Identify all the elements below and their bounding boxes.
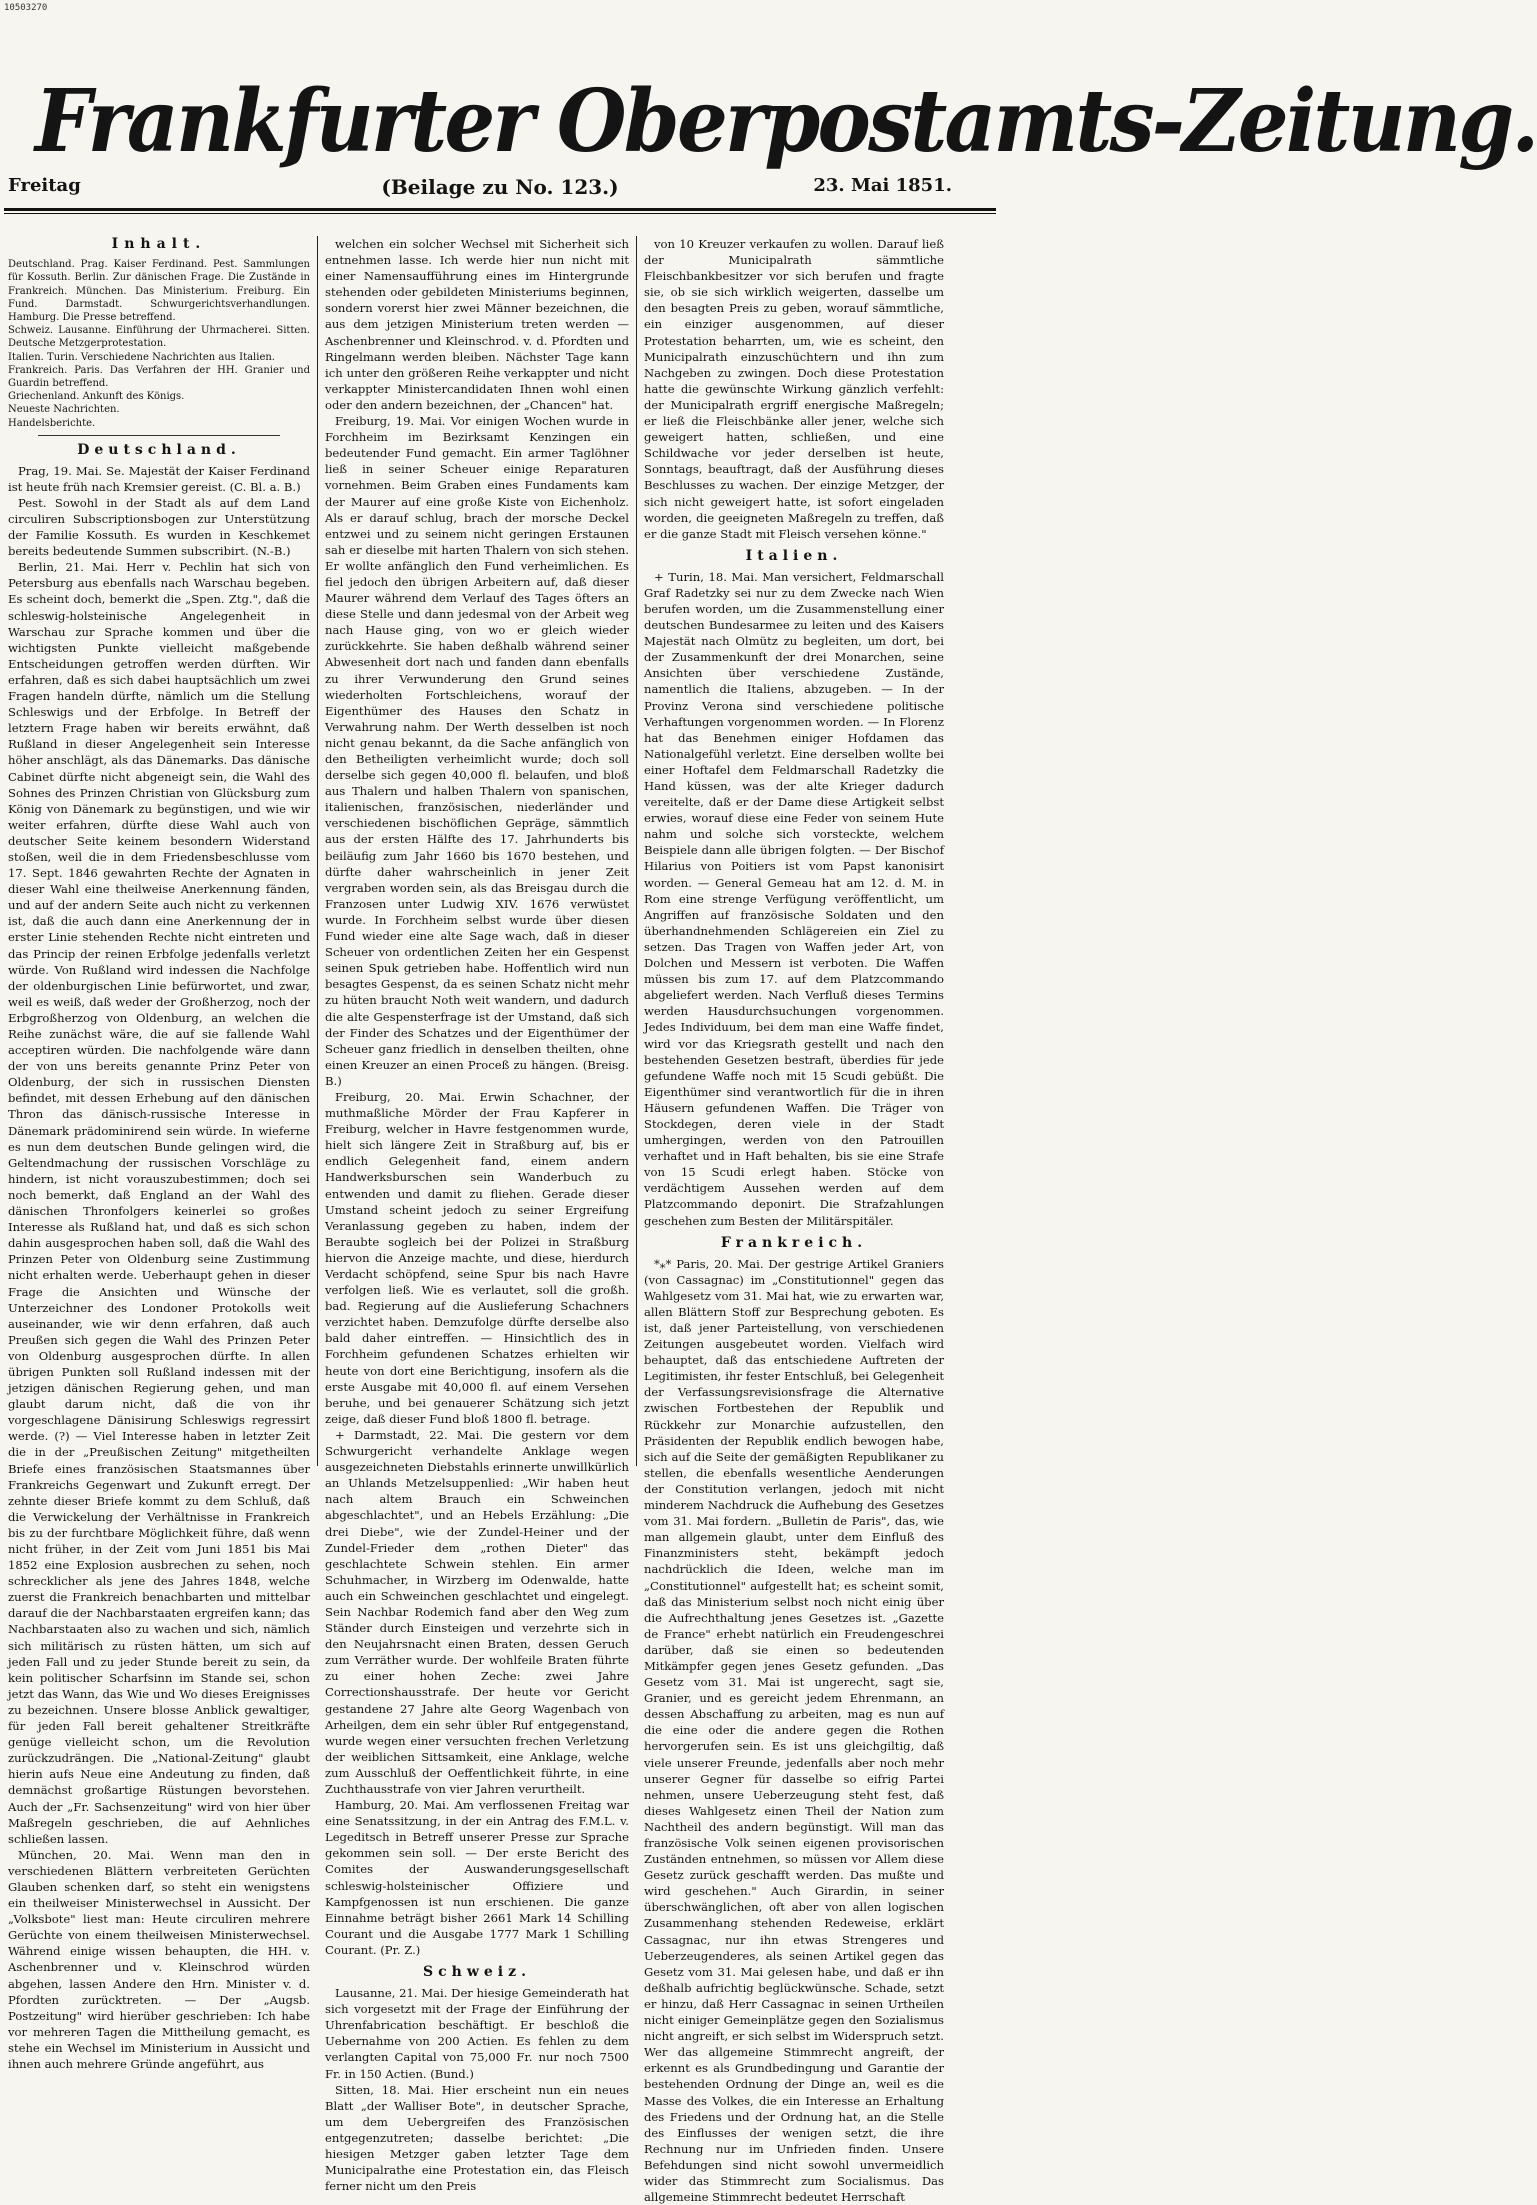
article-paragraph: + Turin, 18. Mai. Man versichert, Feldmarschall Graf Radetzky sei nur zu dem Zwecke nach Wien berufen worden, um die Zusammenstellung einer deutschen Bundesarmee zu leiten und des Kaisers Majestät nach Olmütz zu begleiten, um dort, bei der Zusammenkunft der drei Monarchen, seine Ansichten über verschiedene Zustände, namentlich die Italiens, abzugeben. — In der Provinz Verona sind verschiedene politische Verhaftungen vorgenommen worden. — In Florenz hat das Benehmen einiger Hofdamen das Nationalgefühl verletzt. Eine derselben wollte bei einer Hoftafel dem Feldmarschall Radetzky die Hand küssen, was der alte Krieger dadurch vereitelte, daß er der Dame diese Artigkeit selbst erwies, worauf diese eine Feder von seinem Hute nahm und solche sich vorsteckte, welchem Beispiele dann alle übrigen folgten. — Der Bischof Hilarius von Poitiers ist vom Papst kanonisirt worden. — General Gemeau hat am 12. d. M. in Rom eine strenge Verfügung veröffentlicht, um Angriffen auf französische Soldaten und den überhandnehmenden Schlägereien ein Ziel zu setzen. Das Tragen von Waffen jeder Art, von Dolchen und Messern ist verboten. Die Waffen müssen bis zum 17. auf dem Platzcommando abgeliefert werden. Nach Verfluß dieses Termins werden Hausdurchsuchungen vorgenommen. Jedes Individuum, bei dem man eine Waffe findet, wird vor das Kriegsrath gestellt und nach den bestehenden Gesetzen bestraft, überdies für jede gefundene Waffe noch mit 15 Scudi gebüßt. Die Eigenthümer sind verantwortlich für die in ihren Häusern gefundenen Waffen. Die Träger von Stockdegen, deren viele in der Stadt umhergingen, werden von den Patrouillen verhaftet und in Haft behalten, bis sie eine Strafe von 15 Scudi erlegt haben. Stöcke von verdächtigem Aussehen werden auf dem Platzcommando deponirt. Die Strafzahlungen geschehen zum Besten der Militärspitäler. [644, 569, 944, 1228]
article-body [644, 569, 944, 1229]
article-body [644, 236, 944, 542]
header-rule-thin [4, 213, 996, 214]
section-heading-frankreich: Frankreich. [720, 1234, 868, 1251]
column-1 [8, 236, 310, 2072]
article-paragraph: Hamburg, 20. Mai. Am verflossenen Freitag war eine Senatssitzung, in der ein Antrag des F.M.L. v. Legeditsch in Betreff unserer Presse zur Sprache gekommen sein soll. — Der erste Bericht des Comites der Auswanderungsgesellschaft schleswig-holsteinischer Offiziere und Kampfgenossen ist nun erschienen. Die ganze Einnahme beträgt bisher 2661 Mark 14 Schilling Courant und die Ausgabe 1777 Mark 1 Schilling Courant. (Pr. Z.) [325, 1798, 629, 1957]
article-body [325, 1985, 629, 2194]
article-paragraph: Lausanne, 21. Mai. Der hiesige Gemeinderath hat sich vorgesetzt mit der Frage der Einführung der Uhrenfabrication beschäftigt. Er beschloß die Uebernahme von 200 Actien. Es fehlen zu dem verlangten Capital von 75,000 Fr. nur noch 7500 Fr. in 150 Actien. (Bund.) [325, 1986, 629, 2081]
section-heading-deutschland: Deutschland. [77, 441, 241, 458]
article-paragraph: München, 20. Mai. Wenn man den in verschiedenen Blättern verbreiteten Gerüchten Glauben schenken darf, so steht ein wenigstens ein theilweiser Ministerwechsel in Aussicht. Der „Volksbote" liest man: Heute circuliren mehrere Gerüchte von einem theilweisen Ministerwechsel. Während einige wissen behaupten, die HH. v. Aschenbrenner und v. Kleinschrod würden abgehen, lassen Andere den Hrn. Minister v. d. Pfordten zurücktreten. — Der „Augsb. Postzeitung" wird hierüber geschrieben: Ich habe vor mehreren Tagen die Mittheilung gemacht, es stehe ein Wechsel im Ministerium in Aussicht und ihnen auch mehrere Gründe angeführt, aus [8, 1847, 310, 2072]
toc-item: Griechenland. Ankunft des Königs. [8, 391, 185, 403]
toc-list [8, 258, 310, 430]
column-divider [317, 236, 318, 1466]
article-paragraph: *⁎* Paris, 20. Mai. Der gestrige Artikel Graniers (von Cassagnac) im „Constitutionnel" gegen das Wahlgesetz vom 31. Mai hat, wie zu erwarten war, allen Blättern Stoff zur Besprechung geboten. Es ist, daß jener Parteistellung, von verschiedenen Zeitungen ausgebeutet worden. Vielfach wird behauptet, daß das entschiedene Auftreten der Legitimisten, ihr fester Entschluß, bei Gelegenheit der Verfassungsrevisionsfrage die Alternative zwischen Fortbestehen der Republik und Rückkehr zur Monarchie aufzustellen, den Präsidenten der Republik endlich bewogen habe, sich auf die Seite der gemäßigten Republikaner zu stellen, die ebenfalls wesentliche Aenderungen der Constitution verlangen, jedoch mit nicht minderem Nachdruck die Aufhebung des Gesetzes vom 31. Mai fordern. „Bulletin de Paris", das, wie man allgemein glaubt, unter dem Einfluß des Finanzministers steht, bekämpft jedoch nachdrücklich die Ideen, welche man im „Constitutionnel" aufgestellt hat; es scheint somit, daß das Ministerium selbst noch nicht einig über die Aufrechthaltung jenes Gesetzes ist. „Gazette de France" erhebt natürlich ein Freudengeschrei darüber, daß sie einen so bedeutenden Mitkämpfer gegen jenes Gesetz gefunden. „Das Gesetz vom 31. Mai ist ungerecht, sagt sie, Granier, und es gereicht jedem Ehrenmann, an dessen Abschaffung zu arbeiten, mag es nun auf die eine oder die andere gegen die Rothen hervorgerufen sein. Es ist uns gleichgiltig, daß viele unserer Freunde, jedenfalls aber noch mehr unserer Gegner für dasselbe so eifrig Partei nehmen, unsere Ueberzeugung steht fest, daß dieses Wahlgesetz einen Theil der Nation zum Nachtheil des andern begünstigt. Will man das französische Volk seinen eigenen provisorischen Zuständen entnehmen, so müssen vor Allem diese Gesetz zurück geschafft werden. Das mußte und wird geschehen." Auch Girardin, in seiner überschwänglichen, oft aber von allen logischen Zusammenhang stehenden Redeweise, erklärt Cassagnac, nur ihn etwas Strengeres und Ueberzeugenderes, als seinen Artikel gegen das Gesetz vom 31. Mai gelesen habe, und daß er ihn deßhalb aufrichtig beglückwünsche. Schade, setzt er hinzu, daß Herr Cassagnac in seinen Urtheilen nicht einiger Gemeinplätze gegen den Sozialismus nicht angreift, er sich selbst im Widerspruch setzt. Wer das allgemeine Stimmrecht angreift, der erkennt es als Grundbedingung und Garantie der bestehenden Ordnung der Dinge an, weil es die Masse des Volkes, die ein Interesse an Erhaltung des Friedens und der Ordnung hat, an die Stelle des Einflusses der wenigen setzt, die ihre Rechnung nur im Unfrieden finden. Unsere Befehdungen sind nicht sowohl unvermeidlich wider das Stimmrecht zum Socialismus. Das allgemeine Stimmrecht bedeutet Herrschaft [644, 1256, 944, 2205]
toc-item: Schweiz. Lausanne. Einführung der Uhrmacherei. Sitten. Deutsche Metzgerprotestation. [8, 325, 310, 350]
dateline [0, 175, 1000, 205]
column-3 [644, 236, 944, 2205]
article-paragraph: von 10 Kreuzer verkaufen zu wollen. Darauf ließ der Municipalrath sämmtliche Fleischbankbesitzer vor sich berufen und fragte sie, ob sie sich wirklich weigerten, dasselbe um den besagten Preis zu geben, worauf sämmtliche, ein einziger ausgenommen, auf dieser Protestation beharrten, um, wie es scheint, den Municipalrath einzuschüchtern und ihn zum Nachgeben zu zwingen. Doch diese Protestation hatte die gewünschte Wirkung gänzlich verfehlt: der Municipalrath ergriff energische Maßregeln; er ließ die Fleischbänke aller jener, welche sich geweigert hatten, schließen, und eine Schildwache vor jeder derselben ist heute, Sonntags, beauftragt, daß der Ausführung dieses Beschlusses zu wachen. Der einzige Metzger, der sich nicht geweigert hatte, ist sofort eingeladen worden, die geeigneten Maßregeln zu treffen, daß er die ganze Stadt mit Fleisch versehen könne." [644, 237, 944, 541]
column-2 [325, 236, 629, 2194]
toc-item: Frankreich. Paris. Das Verfahren der HH. Granier und Guardin betreffend. [8, 364, 310, 389]
article-paragraph: Berlin, 21. Mai. Herr v. Pechlin hat sich von Petersburg aus ebenfalls nach Warschau begeben. Es scheint doch, bemerkt die „Spen. Ztg.", daß die schleswig-holsteinische Angelegenheit in Warschau zur Sprache kommen und über die wichtigsten Punkte vielleicht maßgebende Entscheidungen getroffen werden dürften. Wir erfahren, daß es sich dabei hauptsächlich um zwei Fragen handeln dürfte, nämlich um die Stellung Schleswigs und der Erbfolge. In Betreff der letztern Frage haben wir bereits erwähnt, daß Rußland in dieser Angelegenheit sein Interesse höher anschlägt, als das Dänemarks. Das dänische Cabinet dürfte nicht abgeneigt sein, die Wahl des Sohnes des Prinzen Christian von Glücksburg zum König von Dänemark zu begünstigen, und wie wir weiter erfahren, dürfte diese Wahl auch von deutscher Seite keinem besondern Widerstand stoßen, weil die in dem Friedensbeschlusse vom 17. Sept. 1846 gewahrten Rechte der Agnaten in dieser Wahl eine theilweise Anerkennung fänden, und auf der andern Seite auch nicht zu verkennen ist, daß die auch dann eine Anerkennung der in erster Linie stehenden Rechte nicht eintreten und das Princip der reinen Erbfolge jedenfalls verletzt würde. Von Rußland wird indessen die Nachfolge der oldenburgischen Linie befürwortet, und zwar, weil es weiß, daß weder der Großherzog, noch der Erbgroßherzog von Oldenburg, an welchen die Reihe zunächst wäre, die auf sie fallende Wahl acceptiren würden. Die nachfolgende wäre dann der von uns bereits genannte Prinz Peter von Oldenburg, der sich in russischen Diensten befindet, mit dessen Erhebung auf den dänischen Thron das dänisch-russische Interesse in Dänemark prädominirend sein würde. In wieferne es nun dem deutschen Bunde gelingen wird, die Geltendmachung der russischen Vorschläge zu hindern, ist nicht vorauszubestimmen; doch sei noch bemerkt, daß England an der Wahl des dänischen Thronfolgers keinerlei so großes Interesse als Rußland hat, und daß es sich schon dahin ausgesprochen haben soll, daß die Wahl des Prinzen Peter von Oldenburg seine Zustimmung nicht erhalten werde. Ueberhaupt gehen in dieser Frage die Ansichten und Wünsche der Unterzeichner des Londoner Protokolls weit auseinander, wie wir denn erfahren, daß auch Preußen sich gegen die Wahl des Prinzen Peter von Oldenburg ausgesprochen dürfte. In allen übrigen Punkten soll Rußland indessen mit der jetzigen dänischen Regierung gehen, und man glaubt darum nicht, daß die von ihr vorgeschlagene Dänisirung Schleswigs regressirt werde. (?) — Viel Interesse haben in letzter Zeit die in der „Preußischen Zeitung" mitgetheilten Briefe eines französischen Staatsmannes über Frankreichs Gegenwart und Zukunft erregt. Der zehnte dieser Briefe kommt zu dem Schluß, daß die Verwickelung der Verhältnisse in Frankreich bis zu der furchtbare Möglichkeit führe, daß wenn nicht früher, in der Zeit vom Juni 1851 bis Mai 1852 eine Explosion ausbrechen zu sehen, noch schrecklicher als jene des Jahres 1848, welche zuerst die Frankreich benachbarten und mittelbar darauf die der Nachbarstaaten ergreifen kann; das Nachbarstaaten also zu wachen und sich, nämlich sich militärisch zu rüsten hätten, um sich auf jeden Fall und zu jeder Stunde bereit zu sein, da kein politischer Scharfsinn im Stande sei, schon jetzt das Wann, das Wie und Wo dieses Ereignisses zu bezeichnen. Unsere blosse Anblick gewaltiger, für jeden Fall bereit gehaltener Streitkräfte genüge vielleicht schon, um die Revolution zurückzudrängen. Die „National-Zeitung" glaubt hierin aufs Neue eine Andeutung zu finden, daß demnächst großartige Rüstungen bevorstehen. Auch der „Fr. Sachsenzeitung" wird von hier über Maßregeln geschrieben, die auf Aehnliches schließen lassen. [8, 560, 310, 1846]
column-divider [636, 236, 637, 1466]
toc-item: Neueste Nachrichten. [8, 404, 120, 416]
article-paragraph: Freiburg, 20. Mai. Erwin Schachner, der muthmaßliche Mörder der Frau Kapferer in Freiburg, welcher in Havre festgenommen wurde, hielt sich längere Zeit in Straßburg auf, bis er endlich Gelegenheit fand, einem andern Handwerksburschen sein Wanderbuch zu entwenden und damit zu fliehen. Gerade dieser Umstand scheint jedoch zu seiner Ergreifung Veranlassung gegeben zu haben, indem der Beraubte sogleich bei der Polizei in Straßburg hiervon die Anzeige machte, und diese, hierdurch Verdacht schöpfend, seine Spur bis nach Havre verfolgen ließ. Wie es verlautet, soll die großh. bad. Regierung auf die Auslieferung Schachners verzichtet haben. Demzufolge dürfte derselbe also bald daher eintreffen. — Hinsichtlich des in Forchheim gefundenen Schatzes erhielten wir heute von dort eine Berichtigung, insofern als die erste Ausgabe mit 40,000 fl. auf einem Versehen beruhe, und bei genauerer Schätzung sich jetzt zeige, daß dieser Fund bloß 1800 fl. betrage. [325, 1089, 629, 1426]
section-heading-schweiz: Schweiz. [423, 1964, 531, 1981]
toc-item: Italien. Turin. Verschiedene Nachrichten aus Italien. [8, 351, 275, 363]
article-body [8, 463, 310, 2072]
archive-id: 10503270 [4, 3, 48, 13]
toc-title: Inhalt. [111, 236, 207, 252]
toc-item: Handelsberichte. [8, 417, 96, 429]
section-separator [38, 435, 280, 436]
article-paragraph: Pest. Sowohl in der Stadt als auf dem Land circuliren Subscriptionsbogen zur Unterstützung der Familie Kossuth. Es wurden in Keschkemet bereits bedeutende Summen subscribirt. (N.-B.) [8, 495, 310, 559]
section-heading-italien: Italien. [745, 547, 843, 564]
header-rule-thick [4, 208, 996, 211]
article-paragraph: + Darmstadt, 22. Mai. Die gestern vor dem Schwurgericht verhandelte Anklage wegen ausgezeichneten Diebstahls erinnerte unwillkürlich an Uhlands Metzelsuppenlied: „Wir haben heut nach altem Brauch ein Schweinchen abgeschlachtet", und an Hebels Erzählung: „Die drei Diebe", wie der Zundel-Heiner und der Zundel-Frieder dem „rothen Dieter" das geschlachtete Schwein stehlen. Ein armer Schuhmacher, in Wirzberg im Odenwalde, hatte auch ein Schweinchen geschlachtet und eingelegt. Sein Nachbar Rodemich fand aber den Weg zum Ständer durch Einsteigen und verzehrte sich in den Neujahrsnacht einen Braten, dessen Geruch zum Verräther wurde. Der wohlfeile Braten führte zu einer hohen Zeche: zwei Jahre Correctionshausstrafe. Der heute vor Gericht gestandene 27 Jahre alte Georg Wagenbach von Arheilgen, dem ein sehr übler Ruf entgegenstand, wurde wegen einer versuchten frechen Verletzung der weiblichen Sittsamkeit, eine Anklage, welche zum Ausschluß der Oeffentlichkeit führte, in eine Zuchthausstrafe von vier Jahren verurtheilt. [325, 1427, 629, 1796]
article-paragraph: welchen ein solcher Wechsel mit Sicherheit sich entnehmen lasse. Ich werde hier nun nicht mit einer Namensaufführung eines im Hintergrunde stehenden oder gebildeten Ministeriums beginnen, sondern vorerst hier zwei Männer bezeichnen, die aus dem jetzigen Ministerium treten werden — Aschenbrenner und Kleinschrod. v. d. Pfordten und Ringelmann werden bleiben. Nächster Tage kann ich unter den größeren Reihe verkappter und nicht verkappter Ministercandidaten Ihnen wohl einen oder den andern bezeichnen, der „Chancen" hat. [325, 237, 629, 412]
article-body [325, 236, 629, 1958]
article-paragraph: Freiburg, 19. Mai. Vor einigen Wochen wurde in Forchheim im Bezirksamt Kenzingen ein bedeutender Fund gemacht. Ein armer Taglöhner ließ in seiner Scheuer einige Reparaturen vornehmen. Beim Graben eines Fundaments kam der Maurer auf eine große Kiste von Eichenholz. Als er darauf schlug, brach der morsche Deckel entzwei und zu seinem nicht geringen Erstaunen sah er dieselbe mit harten Thalern von sich stehen. Er wollte anfänglich den Fund verheimlichen. Es fiel jedoch den übrigen Arbeitern auf, daß dieser Maurer während dem Verlauf des Tages öfters an diese Stelle und dann jedesmal von der Arbeit weg nach Hause ging, von wo er gleich wieder zurückkehrte. Sie haben deßhalb während seiner Abwesenheit dort nach und fanden dann ebenfalls zu ihrer Verwunderung den Grund seines wiederholten Fortschleichens, worauf der Eigenthümer des Hauses den Schatz in Verwahrung nahm. Der Werth desselben ist noch nicht genau bekannt, da die Sache anfänglich von den Betheiligten verheimlicht wurde; doch soll derselbe sich gegen 40,000 fl. belaufen, und bloß aus Thalern und halben Thalern von spanischen, italienischen, französischen, niederländer und verschiedenen bischöflichen Gepräge, sämmtlich aus der ersten Hälfte des 17. Jahrhunderts bis beiläufig zum Jahr 1660 bis 1670 bestehen, und dürfte daher wahrscheinlich in jener Zeit vergraben worden sein, als das Breisgau durch die Franzosen unter Ludwig XIV. 1676 verwüstet wurde. In Forchheim selbst wurde über diesen Fund wieder eine alte Sage wach, daß in dieser Scheuer von ordentlichen Zeiten her ein Gespenst seinen Spuk getrieben habe. Hoffentlich wird nun besagtes Gespenst, da es seinen Schatz nicht mehr zu hüten braucht Noth weit wandern, und dadurch die alte Gespensterfrage ist der Umstand, daß sich der Finder des Schatzes und der Eigenthümer der Scheuer ganz friedlich in denselben theilten, ohne einen Kreuzer an einen Proceß zu hängen. (Breisg. B.) [325, 414, 629, 1088]
article-body [644, 1256, 944, 2205]
toc-item: Deutschland. Prag. Kaiser Ferdinand. Pest. Sammlungen für Kossuth. Berlin. Zur dänischen Frage. Die Zustände in Frankreich. München. Das Ministerium. Freiburg. Ein Fund. Darmstadt. Schwurgerichtsverhandlungen. Hamburg. Die Presse betreffend. [8, 259, 310, 323]
issue-date: 23. Mai 1851. [813, 175, 952, 196]
masthead-title: Frankfurter Oberpostamts-Zeitung. [35, 71, 1537, 172]
issue-supplement: (Beilage zu No. 123.) [381, 175, 619, 199]
article-paragraph: Prag, 19. Mai. Se. Majestät der Kaiser Ferdinand ist heute früh nach Kremsier gereist. (C. Bl. a. B.) [8, 463, 310, 494]
article-paragraph: Sitten, 18. Mai. Hier erscheint nun ein neues Blatt „der Walliser Bote", in deutscher Sprache, um dem Uebergreifen des Französischen entgegenzutreten; dasselbe berichtet: „Die hiesigen Metzger gaben letzter Tage dem Municipalrathe eine Protestation ein, das Fleisch ferner nicht um den Preis [325, 2082, 629, 2194]
issue-day: Freitag [8, 175, 81, 196]
